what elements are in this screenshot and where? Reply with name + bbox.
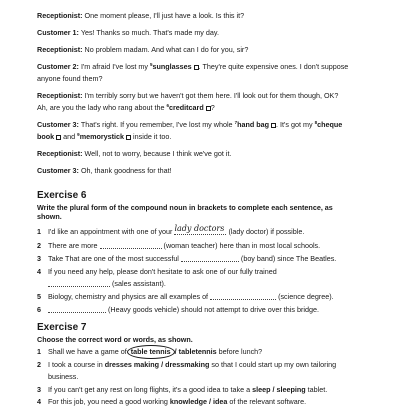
item-number: 3 xyxy=(37,254,41,263)
exercise-7-instruction: Choose the correct word or words, as shown. xyxy=(37,335,193,344)
gap-number: 9 xyxy=(77,132,80,137)
instruction-line: shown. xyxy=(37,212,62,221)
item-text: so that I could start up my own tailoring xyxy=(209,360,337,369)
dialogue-line-5 xyxy=(37,90,387,102)
item-text: Shall we have a game of xyxy=(48,347,129,356)
ex7-item-1 xyxy=(37,346,387,358)
dialogue-line-4b xyxy=(37,73,387,85)
dialogue-line-8 xyxy=(37,165,387,177)
option[interactable]: knowledge xyxy=(169,397,208,406)
dialogue-text: Yes! Thanks so much. That's made my day. xyxy=(80,28,219,37)
item-text: (lady doctor) if possible. xyxy=(228,227,305,236)
item-text: I took a course in xyxy=(48,360,105,369)
gap-number: 5 xyxy=(149,62,153,67)
speaker-label: Customer 3: xyxy=(37,166,79,175)
dialogue-line-1 xyxy=(37,10,387,22)
answer-field-5[interactable] xyxy=(210,299,276,300)
target-word: hand bag xyxy=(237,120,270,129)
dialogue-line-6 xyxy=(37,119,387,131)
answer-field-4[interactable] xyxy=(48,286,110,287)
option[interactable]: dressmaking xyxy=(165,360,210,369)
dialogue-text: That's right. If you remember, I've lost my whole xyxy=(80,120,235,129)
dialogue-text: and xyxy=(61,132,78,141)
item-text: Biology, chemistry and physics are all examples of xyxy=(48,292,209,301)
option-separator: / xyxy=(270,385,277,394)
handwritten-answer: lady doctors xyxy=(174,224,225,233)
item-number: 2 xyxy=(37,241,41,250)
speaker-label: Receptionist: xyxy=(37,11,83,20)
item-text: There are more xyxy=(48,241,98,250)
target-word: book xyxy=(37,132,55,141)
dialogue-line-4 xyxy=(37,61,387,73)
ex6-item-5 xyxy=(37,291,387,303)
item-number: 6 xyxy=(37,305,41,314)
option-separator: / xyxy=(172,347,179,356)
ex6-item-6 xyxy=(37,304,387,316)
item-text: If you can't get any rest on long flights, it's a good idea to take a xyxy=(48,385,253,394)
item-text: of the relevant software. xyxy=(227,397,307,406)
exercise-6-instruction xyxy=(37,203,387,221)
speaker-label: Receptionist: xyxy=(37,45,83,54)
dialogue-text: No problem madam. And what can I do for you, sir? xyxy=(84,45,249,54)
dialogue-text: Well, not to worry, because I think we've got it. xyxy=(84,149,232,158)
item-text: For this job, you need a good working xyxy=(48,397,170,406)
item-text: I'd like an appointment with one of your xyxy=(48,227,173,236)
exercise-7-title: Exercise 7 xyxy=(37,322,87,333)
answer-field-6[interactable] xyxy=(48,312,106,313)
option[interactable]: sleep xyxy=(252,385,271,394)
target-word: sunglasses xyxy=(152,62,192,71)
dialogue-line-3 xyxy=(37,44,387,56)
dialogue-line-2 xyxy=(37,27,387,39)
item-text: (boy band) since The Beatles. xyxy=(240,254,337,263)
item-text: tablet. xyxy=(305,385,328,394)
ex6-item-3 xyxy=(37,253,387,265)
ex7-item-4 xyxy=(37,396,387,408)
answer-field-1[interactable] xyxy=(174,226,226,235)
item-number: 4 xyxy=(37,397,41,406)
item-number: 1 xyxy=(37,347,41,356)
gap-number: 8 xyxy=(314,120,318,125)
dialogue-text: I'm terribly sorry but we haven't got them here. I'll look out for them though, OK? xyxy=(84,91,339,100)
item-number: 5 xyxy=(37,292,41,301)
answer-field-2[interactable] xyxy=(100,248,162,249)
item-text: (science degree). xyxy=(278,292,334,301)
gap-number: 6 xyxy=(166,103,169,108)
option-separator: / xyxy=(207,397,214,406)
speaker-label: Customer 1: xyxy=(37,28,79,37)
dialogue-text: inside it too. xyxy=(131,132,172,141)
option-separator: / xyxy=(159,360,166,369)
item-number: 1 xyxy=(37,227,41,236)
ex7-item-3 xyxy=(37,384,387,396)
item-number: 4 xyxy=(37,267,41,276)
speaker-label: Receptionist: xyxy=(37,149,83,158)
speaker-label: Customer 2: xyxy=(37,62,79,71)
item-text: business. xyxy=(48,372,79,381)
item-text: (woman teacher) here than in most local schools. xyxy=(163,241,321,250)
option[interactable]: tabletennis xyxy=(178,347,217,356)
item-text: (Heavy goods vehicle) should not attempt to drive over this bridge. xyxy=(108,305,319,314)
ex6-item-4b xyxy=(37,278,387,290)
speaker-label: Receptionist: xyxy=(37,91,83,100)
speaker-label: Customer 3: xyxy=(37,120,79,129)
target-word: creditcard xyxy=(168,103,204,112)
ex6-item-1 xyxy=(37,226,387,238)
dialogue-text: anyone found them? xyxy=(37,74,103,83)
exercise-6-title: Exercise 6 xyxy=(37,190,87,201)
dialogue-line-6b xyxy=(37,131,387,143)
option-circled[interactable]: table tennis xyxy=(127,345,175,359)
option[interactable]: dresses making xyxy=(104,360,160,369)
dialogue-line-5b xyxy=(37,102,387,114)
ex6-item-2 xyxy=(37,240,387,252)
ex7-item-2b xyxy=(37,371,387,383)
dialogue-text: Ah, are you the lady who rang about the xyxy=(37,103,167,112)
answer-field-3[interactable] xyxy=(181,261,239,262)
item-number: 2 xyxy=(37,360,41,369)
dialogue-line-7 xyxy=(37,148,387,160)
target-word: cheque xyxy=(317,120,343,129)
dialogue-text: I'm afraid I've lost my xyxy=(80,62,150,71)
dialogue-text: One moment please, I'll just have a look. Is this it? xyxy=(84,11,245,20)
item-text: before lunch? xyxy=(216,347,263,356)
item-text: Take That are one of the most successful xyxy=(48,254,179,263)
instruction-line: Write the plural form of the compound noun in brackets to complete each sentence, as xyxy=(37,203,333,212)
dialogue-text: . It's got my xyxy=(276,120,315,129)
dialogue-text: Oh, thank goodness for that! xyxy=(80,166,172,175)
ex7-item-2 xyxy=(37,359,387,371)
item-number: 3 xyxy=(37,385,41,394)
dialogue-text: ? xyxy=(210,103,215,112)
item-text: (sales assistant). xyxy=(112,279,166,288)
option[interactable]: idea xyxy=(213,397,228,406)
gap-number: 7 xyxy=(234,120,238,125)
option[interactable]: sleeping xyxy=(276,385,306,394)
item-text: If you need any help, please don't hesitate to ask one of our fully trained xyxy=(48,267,277,276)
dialogue-text: . They're quite expensive ones. I don't suppose xyxy=(198,62,349,71)
target-word: memorystick xyxy=(79,132,125,141)
ex6-item-4 xyxy=(37,266,387,278)
